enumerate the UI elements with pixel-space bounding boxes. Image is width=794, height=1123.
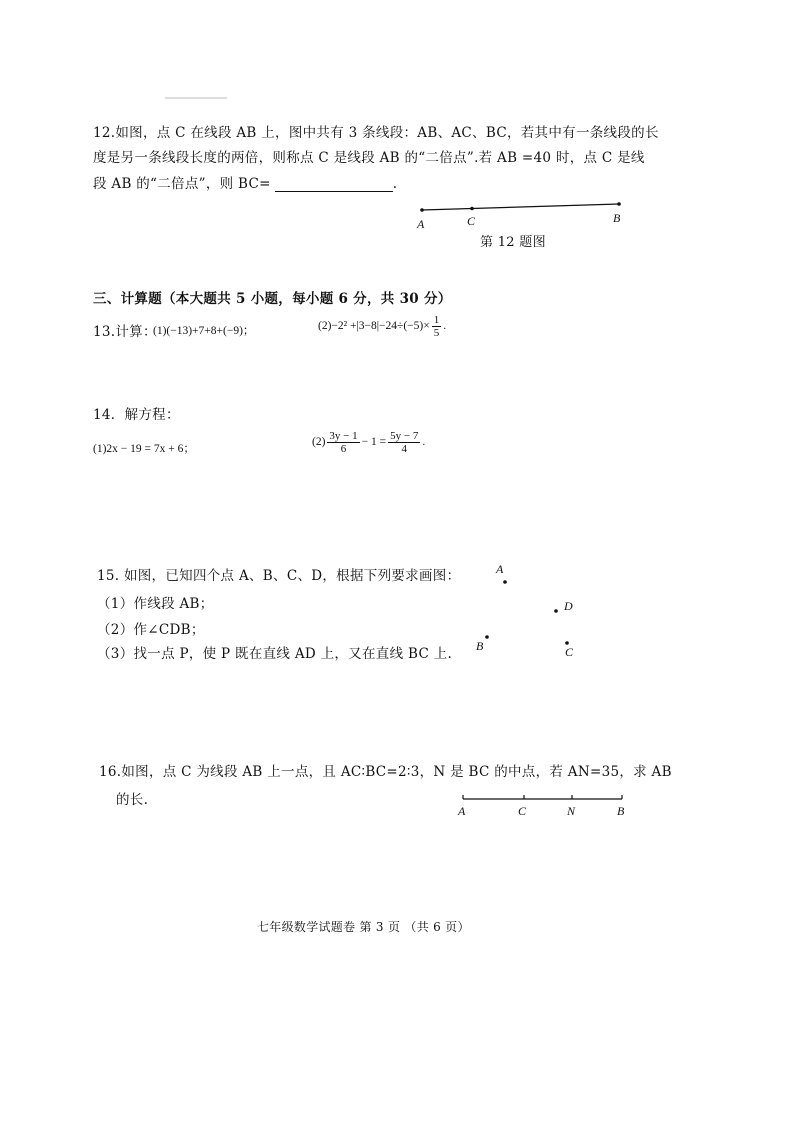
q15-step3: （3）找一点 P，使 P 既在直线 AD 上，又在直线 BC 上. <box>97 646 453 662</box>
q15-point-d <box>554 609 558 613</box>
q13-part1: (1)(−13)+7+8+(−9)； <box>153 325 255 337</box>
q16-line1: 16.如图，点 C 为线段 AB 上一点，且 AC∶BC=2∶3，N 是 BC 的中点，若 AN=35，求 AB <box>99 764 672 780</box>
point-a-dot <box>420 208 424 212</box>
q14-frac2-den: 4 <box>401 443 407 455</box>
q14-middle: − 1 = <box>361 436 387 449</box>
q14-frac1-num: 3y − 1 <box>329 430 358 442</box>
q12-line3-suffix: . <box>392 176 398 192</box>
q16-segment-figure <box>455 790 635 810</box>
q12-line3 <box>93 172 397 192</box>
answer-blank[interactable] <box>275 179 393 192</box>
q16-label-c: C <box>518 804 527 818</box>
q14-fraction-left <box>327 430 359 455</box>
q12-line1: 12.如图，点 C 在线段 AB 上，图中共有 3 条线段：AB、AC、BC，若其中有一条线段的长 <box>93 125 659 141</box>
q14-title: 14．解方程： <box>93 407 180 423</box>
q12-figure-caption: 第 12 题图 <box>480 235 546 250</box>
q13-part2-expression: (2)−2² +|3−8|−24÷(−5)× <box>318 320 430 333</box>
q15-point-b <box>485 635 489 639</box>
section-heading: 三、计算题（本大题共 5 小题，每小题 6 分，共 30 分） <box>93 291 452 307</box>
q16-label-b: B <box>617 804 625 818</box>
q16-label-n: N <box>567 804 576 818</box>
q16-label-a: A <box>458 804 466 818</box>
q13-fraction-num: 1 <box>433 314 440 326</box>
q14-frac2-num: 5y − 7 <box>390 430 419 442</box>
q15-label-c: C <box>565 645 574 659</box>
q12-label-a: A <box>417 217 425 231</box>
q15-intro: 15. 如图，已知四个点 A、B、C、D，根据下列要求画图： <box>97 568 461 584</box>
q14-part2 <box>312 430 425 455</box>
q13-prefix: 13.计算： <box>93 324 157 340</box>
point-c-dot <box>470 207 474 211</box>
q12-line3-prefix: 段 AB 的“二倍点”，则 BC= <box>93 176 271 192</box>
q15-step2: （2）作∠CDB； <box>97 622 205 638</box>
q14-part1: (1)2x − 19 = 7x + 6； <box>93 443 195 455</box>
q13-fraction-den: 5 <box>433 327 440 339</box>
q15-label-a: A <box>496 562 504 576</box>
point-b-dot <box>617 202 621 206</box>
q14-part2-prefix: (2) <box>312 436 326 449</box>
segment-ab <box>422 204 619 210</box>
q14-fraction-right <box>388 430 420 455</box>
q12-label-c: C <box>467 214 476 228</box>
q15-step1: （1）作线段 AB； <box>97 596 214 612</box>
q15-point-a <box>503 580 507 584</box>
q12-line2: 度是另一条线段长度的两倍，则称点 C 是线段 AB 的“二倍点”.若 AB =40 时，点 C 是线 <box>93 150 645 166</box>
q12-segment-figure <box>410 196 640 236</box>
page-footer: 七年级数学试题卷 第 3 页 （共 6 页） <box>257 920 470 934</box>
q15-label-b: B <box>476 639 484 653</box>
q13-part2 <box>318 314 446 339</box>
q16-line2: 的长. <box>116 792 149 808</box>
q14-frac1-den: 6 <box>340 443 347 455</box>
q15-label-d: D <box>564 599 573 613</box>
scan-artifact <box>165 97 227 99</box>
q13-fraction <box>432 314 442 339</box>
q12-label-b: B <box>613 211 621 225</box>
q14-part2-end: . <box>422 436 426 449</box>
q13-part2-end: . <box>443 320 447 333</box>
